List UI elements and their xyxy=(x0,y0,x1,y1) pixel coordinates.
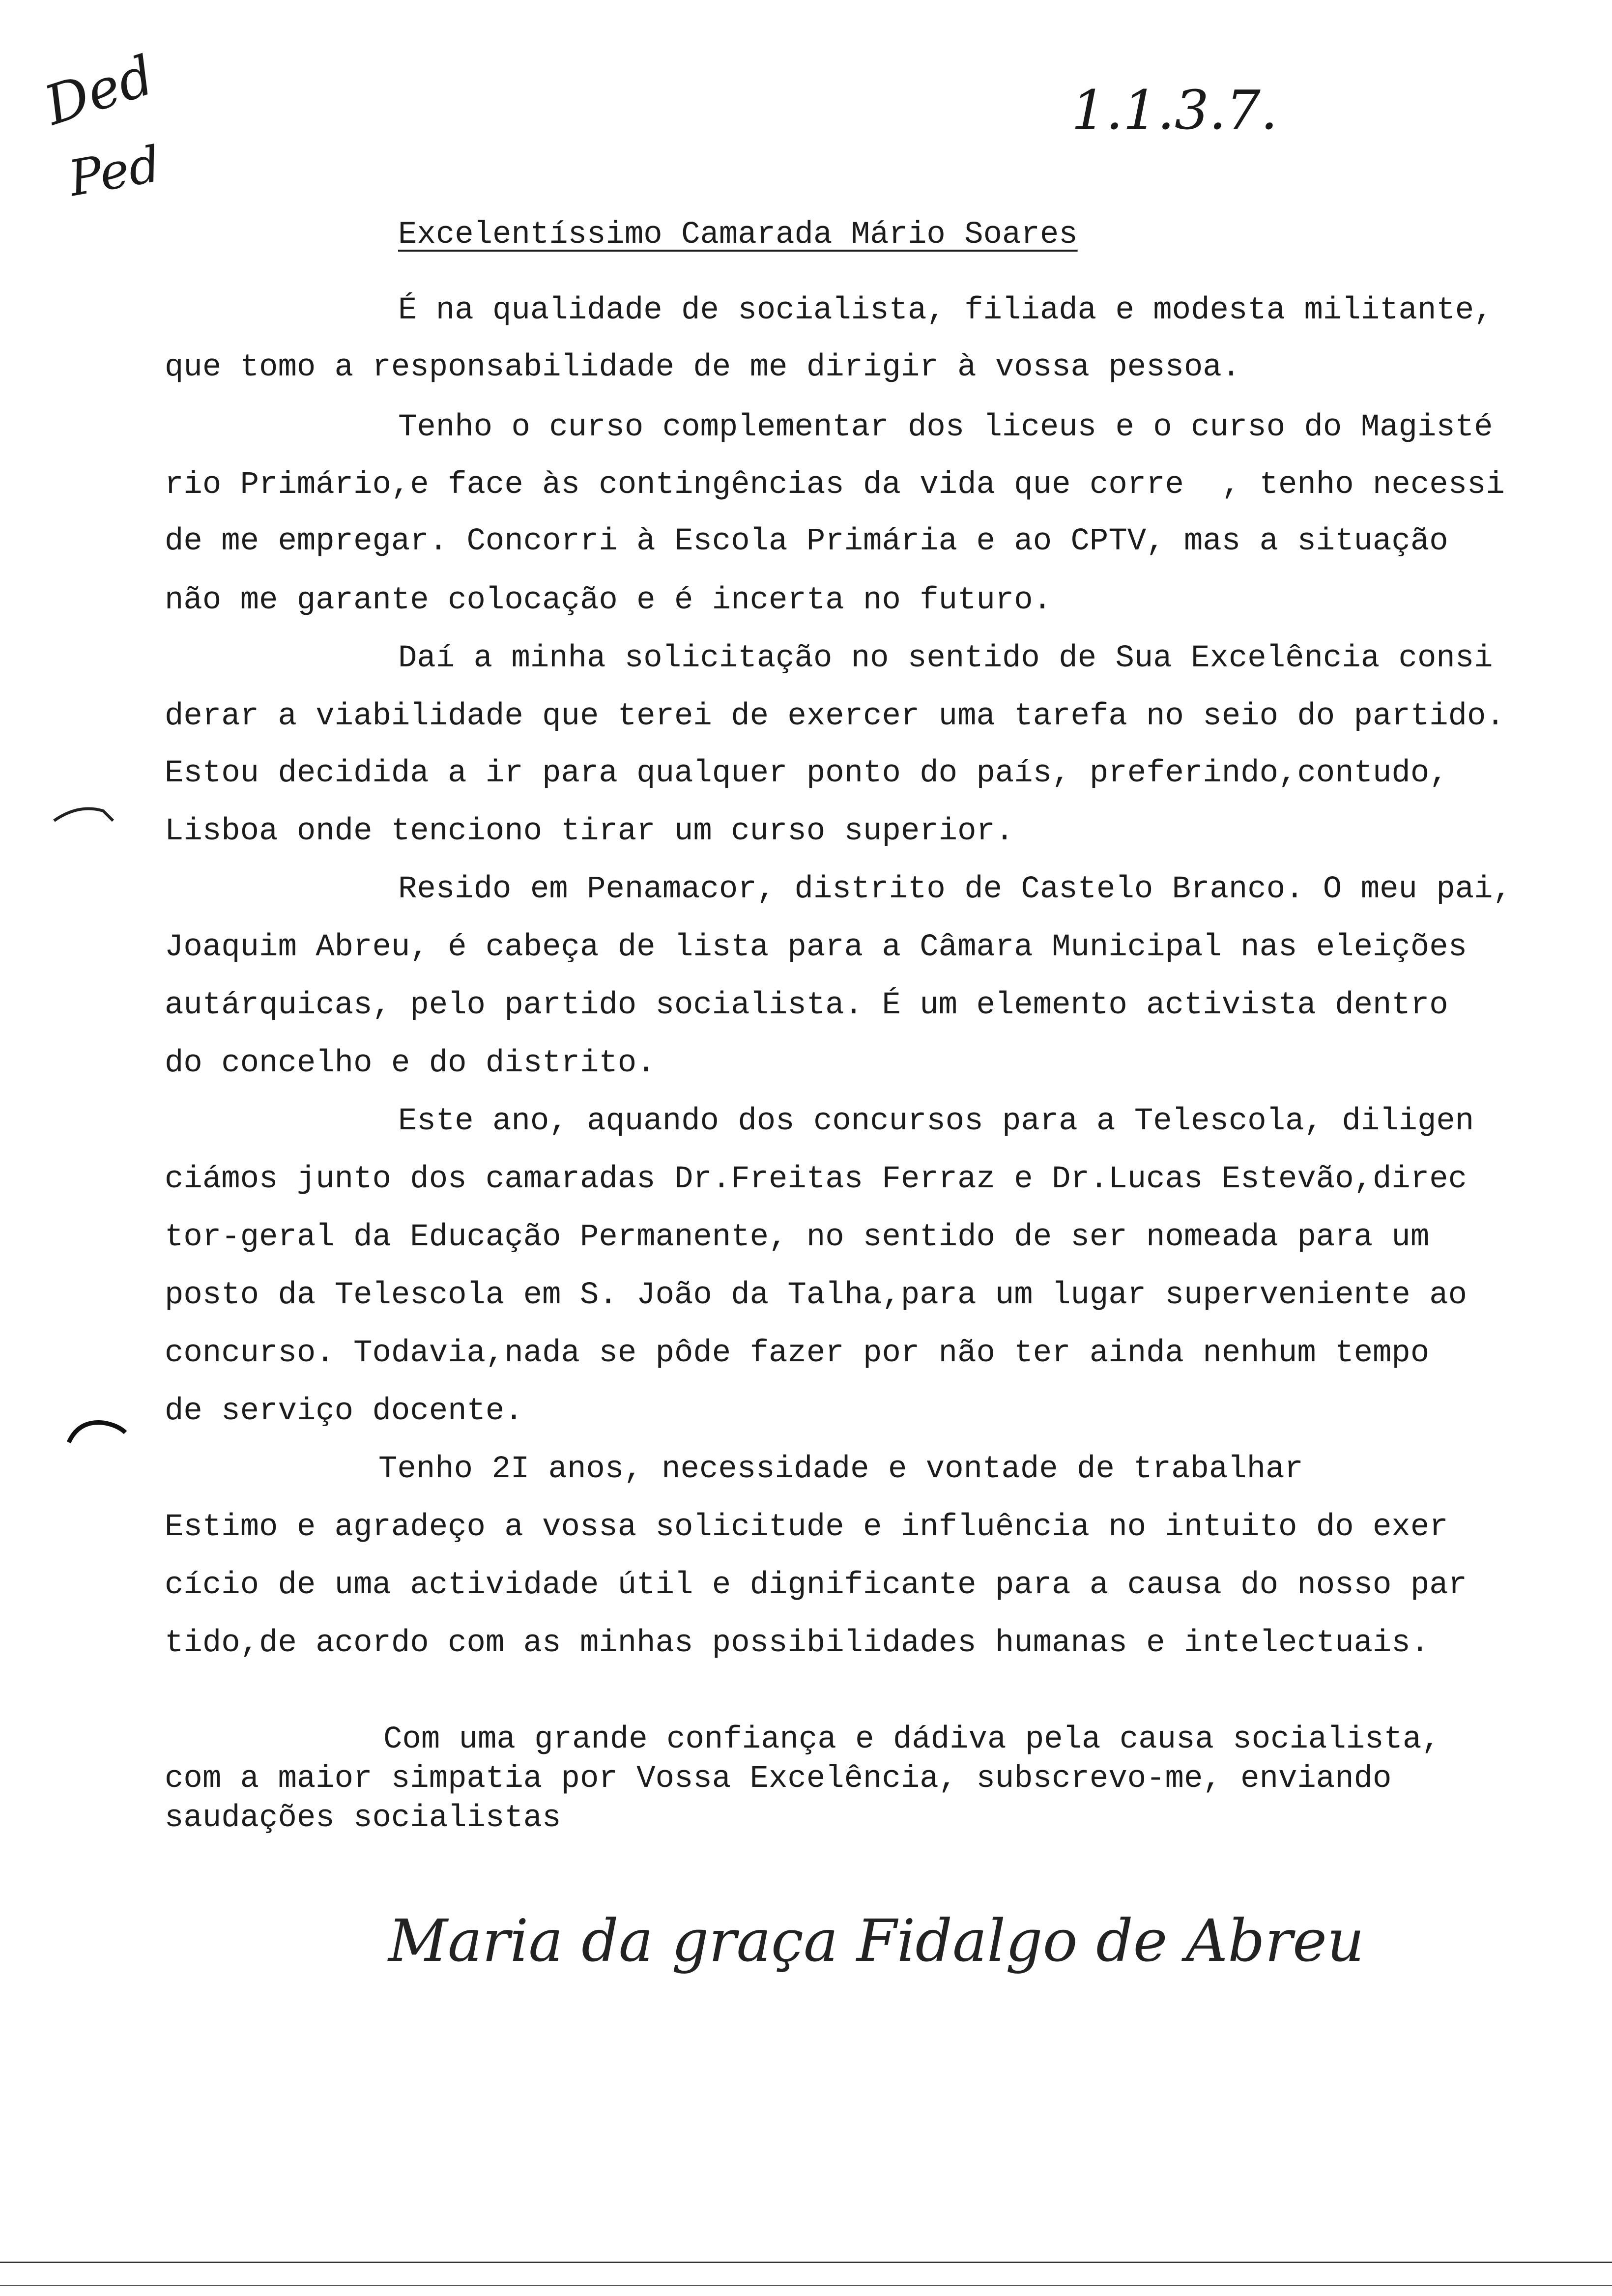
letter-line: Daí a minha solicitação no sentido de Sua Excelência consi xyxy=(398,641,1493,676)
letter-line: Lisboa onde tenciono tirar um curso superior. xyxy=(165,814,1014,849)
closing-line: com a maior simpatia por Vossa Excelência, subscrevo-me, enviando xyxy=(165,1761,1392,1797)
closing-line: saudações socialistas xyxy=(165,1801,561,1836)
letter-line: tor-geral da Educação Permanente, no sentido de ser nomeada para um xyxy=(165,1220,1430,1255)
letter-line: que tomo a responsabilidade de me dirigir à vossa pessoa. xyxy=(165,350,1241,385)
scan-edge-line xyxy=(0,2262,1612,2263)
letter-line: Tenho 2I anos, necessidade e vontade de trabalhar xyxy=(378,1452,1303,1487)
salutation: Excelentíssimo Camarada Mário Soares xyxy=(398,217,1078,253)
margin-mark-icon xyxy=(49,801,118,831)
letter-line: Este ano, aquando dos concursos para a Telescola, diligen xyxy=(398,1104,1474,1139)
letter-line: concurso. Todavia,nada se pôde fazer por não ter ainda nenhum tempo xyxy=(165,1336,1430,1371)
letter-line: Estou decidida a ir para qualquer ponto do país, preferindo,contudo, xyxy=(165,756,1448,791)
letter-line: Resido em Penamacor, distrito de Castelo Branco. O meu pai, xyxy=(398,872,1512,907)
scan-edge-line xyxy=(0,2285,1612,2286)
letter-line: Tenho o curso complementar dos liceus e o curso do Magisté xyxy=(398,410,1493,445)
letter-line: derar a viabilidade que terei de exercer uma tarefa no seio do partido. xyxy=(165,699,1505,734)
letter-line: não me garante colocação e é incerta no futuro. xyxy=(165,583,1052,618)
letter-line: rio Primário,e face às contingências da vida que corre , tenho necessi xyxy=(165,467,1505,503)
margin-annotation-ped: Ped xyxy=(64,135,165,208)
margin-mark-icon xyxy=(64,1415,133,1450)
letter-line: autárquicas, pelo partido socialista. É um elemento activista dentro xyxy=(165,988,1448,1023)
letter-line: Estimo e agradeço a vossa solicitude e influência no intuito do exer xyxy=(165,1510,1448,1545)
letter-line: posto da Telescola em S. João da Talha,para um lugar superveniente ao xyxy=(165,1278,1468,1313)
reference-number: 1.1.3.7. xyxy=(1071,79,1278,142)
letter-line: tido,de acordo com as minhas possibilidades humanas e intelectuais. xyxy=(165,1626,1430,1661)
margin-annotation-ded: Ded xyxy=(37,43,162,138)
letter-line: de me empregar. Concorri à Escola Primária e ao CPTV, mas a situação xyxy=(165,524,1448,559)
letter-line: de serviço docente. xyxy=(165,1394,523,1429)
signature: Maria da graça Fidalgo de Abreu xyxy=(388,1907,1365,1975)
letter-line: cício de uma actividade útil e dignificante para a causa do nosso par xyxy=(165,1568,1468,1603)
letter-line: ciámos junto dos camaradas Dr.Freitas Ferraz e Dr.Lucas Estevão,direc xyxy=(165,1162,1468,1197)
closing-line: Com uma grande confiança e dádiva pela causa socialista, xyxy=(383,1722,1440,1757)
letter-line: É na qualidade de socialista, filiada e modesta militante, xyxy=(398,293,1493,328)
letter-line: do concelho e do distrito. xyxy=(165,1046,656,1081)
letter-line: Joaquim Abreu, é cabeça de lista para a Câmara Municipal nas eleições xyxy=(165,930,1468,965)
